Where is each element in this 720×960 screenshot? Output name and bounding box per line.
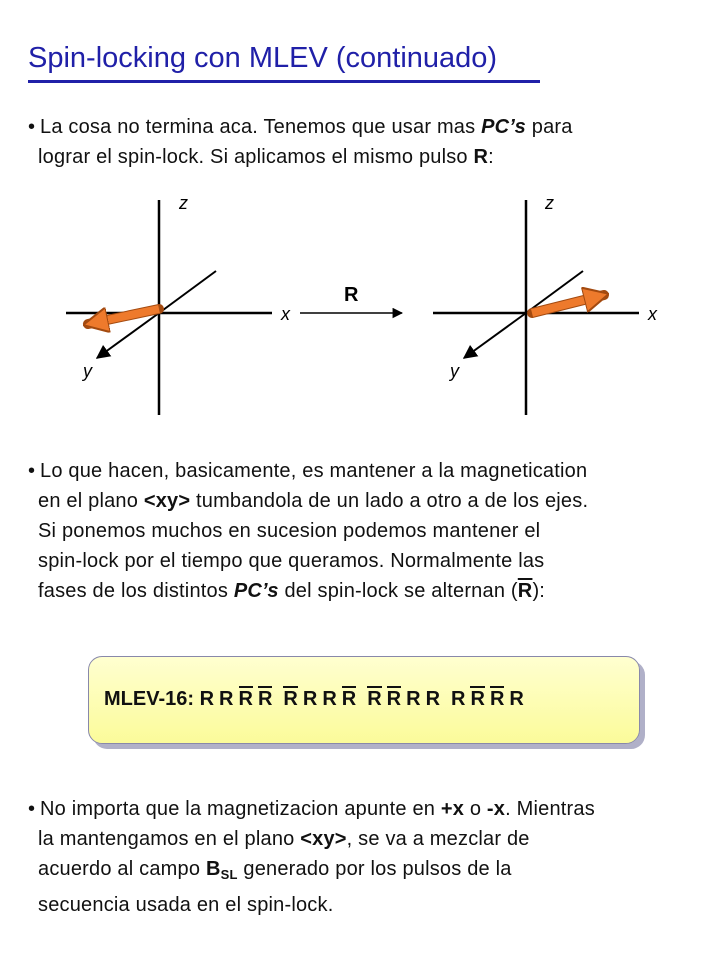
bullet-line [28, 854, 595, 890]
mlev-sequence [104, 686, 529, 711]
pulse-r-bar: R [283, 688, 298, 710]
pulse-r-bar: R [367, 688, 382, 710]
bullet-paragraph-3 [28, 794, 595, 920]
text-run: fases de los distintos [38, 580, 234, 602]
pulse-r-bar: R [238, 688, 253, 710]
pulse-r: R [451, 688, 466, 710]
bullet-line [28, 794, 595, 824]
text-run: Lo que hacen, basicamente, es mantener a la magnetication [40, 460, 588, 482]
z-label: z [545, 193, 554, 213]
text-run: lograr el spin-lock. Si aplicamos el mismo pulso [38, 146, 474, 168]
pulse-r: R [322, 688, 337, 710]
bullet-line [28, 546, 588, 576]
x-label: x [281, 304, 290, 324]
mlev-pulses [200, 688, 529, 710]
pulse-r: R [199, 688, 215, 710]
title-underline [28, 80, 540, 83]
field-subscript-sl: SL [220, 867, 238, 882]
text-run: Si ponemos muchos en sucesion podemos mantener el [38, 520, 541, 542]
bullet-dot: • [28, 798, 36, 820]
bullet-line [28, 890, 595, 920]
bullet-paragraph-1 [28, 112, 573, 172]
text-run: acuerdo al campo [38, 858, 206, 880]
emphasis-pcs: PC’s [233, 580, 279, 602]
text-run: : [488, 146, 494, 168]
text-run: o [464, 798, 487, 820]
text-run: para [526, 116, 573, 138]
r-arrow-label: R [344, 284, 359, 306]
text-run: del spin-lock se alternan ( [278, 580, 518, 602]
page-title: Spin-locking con MLEV (continuado) [28, 42, 498, 74]
bullet-line [28, 576, 588, 606]
bullet-line [28, 456, 588, 486]
pulse-r: R [219, 688, 234, 710]
y-label: y [450, 361, 459, 381]
bullet-dot: • [28, 116, 36, 138]
emphasis-pcs: PC’s [481, 116, 526, 138]
bullet-line [28, 112, 573, 142]
text-run: ): [532, 580, 546, 602]
transition-arrow [300, 284, 402, 313]
emphasis-xy: <xy> [300, 828, 347, 850]
pulse-r-bar: R [470, 688, 485, 710]
text-run: No importa que la magnetizacion apunte en [40, 798, 441, 820]
bullet-paragraph-2 [28, 456, 588, 606]
bullet-line [28, 824, 595, 854]
bullet-line [28, 486, 588, 516]
pulse-r: R [425, 688, 441, 710]
magnetization-arrow [532, 295, 604, 313]
pulse-r: R [406, 688, 421, 710]
diagonal-axis [159, 271, 216, 313]
y-label: y [83, 361, 92, 381]
pulse-r-bar: R [489, 688, 505, 710]
text-run: , se va a mezclar de [346, 828, 530, 850]
mlev-label: MLEV-16: [104, 688, 195, 710]
right-axes [433, 193, 658, 415]
pulse-r: R [302, 688, 318, 710]
bullet-dot: • [28, 460, 36, 482]
emphasis-minus-x: -x [486, 798, 506, 820]
emphasis-xy: <xy> [143, 490, 191, 512]
text-run: spin-lock por el tiempo que queramos. Normalmente las [38, 550, 545, 572]
z-label: z [179, 193, 188, 213]
text-run: en el plano [38, 490, 144, 512]
text-run: secuencia usada en el spin-lock. [38, 894, 334, 916]
text-run: la mantengamos en el plano [38, 828, 301, 850]
left-axes [66, 193, 291, 415]
pulse-r: R [509, 688, 524, 710]
text-run: . Mientras [505, 798, 595, 820]
emphasis-r: R [473, 146, 489, 168]
bullet-line [28, 142, 573, 172]
pulse-r-bar: R [257, 688, 273, 710]
axes-diagram [0, 185, 720, 420]
text-run: La cosa no termina aca. Tenemos que usar mas [40, 116, 482, 138]
pulse-r-bar: R [341, 688, 357, 710]
emphasis-plus-x: +x [440, 798, 465, 820]
text-run: generado por los pulsos de la [237, 858, 512, 880]
pulse-r-bar: R [386, 688, 402, 710]
y-axis-arrow [464, 313, 526, 358]
field-symbol-b: B [205, 858, 221, 880]
bullet-line [28, 516, 588, 546]
text-run: tumbandola de un lado a otro a de los ejes. [190, 490, 589, 512]
x-label: x [648, 304, 657, 324]
emphasis-r-bar: $\overline{R}$ [517, 580, 533, 602]
